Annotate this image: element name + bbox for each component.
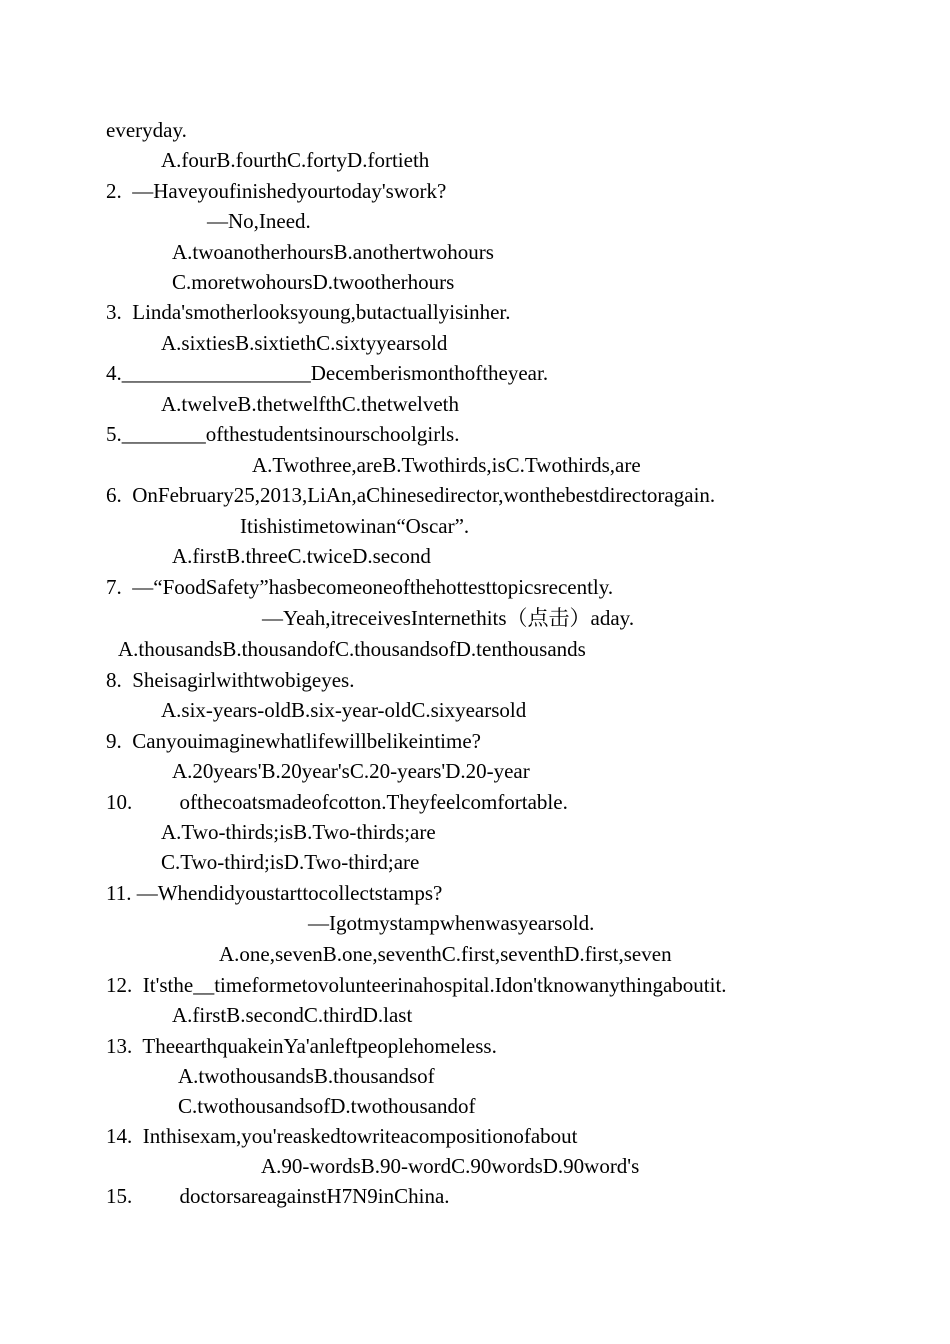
text-line: 11. —Whendidyoustarttocollectstamps? <box>106 881 443 905</box>
text-line: —Igotmystampwhenwasyearsold. <box>308 911 595 935</box>
text-line: A.90-wordsB.90-wordC.90wordsD.90word's <box>261 1154 640 1178</box>
text-line: A.fourB.fourthC.fortyD.fortieth <box>161 148 430 172</box>
text-line: A.firstB.threeC.twiceD.second <box>172 544 431 568</box>
text-line: C.twothousandsofD.twothousandof <box>178 1094 476 1118</box>
text-line: everyday. <box>106 118 187 142</box>
text-line: C.Two-third;isD.Two-third;are <box>161 850 420 874</box>
text-line: 5.________ofthestudentsinourschoolgirls. <box>106 422 460 446</box>
text-line: 12. It'sthe__timeformetovolunteerinahospital.Idon'tknowanythingaboutit. <box>106 973 727 997</box>
text-line: A.Twothree,areB.Twothirds,isC.Twothirds,are <box>252 453 641 477</box>
text-line: 14. Inthisexam,you'reaskedtowriteacompositionofabout <box>106 1124 578 1148</box>
text-line: A.one,sevenB.one,seventhC.first,seventhD.first,seven <box>219 942 672 966</box>
text-line: 6. OnFebruary25,2013,LiAn,aChinesedirector,wonthebestdirectoragain. <box>106 483 716 507</box>
text-line: 15. doctorsareagainstH7N9inChina. <box>106 1184 450 1208</box>
text-line: A.20years'B.20year'sC.20-years'D.20-year <box>172 759 530 783</box>
text-line: Itishistimetowinan“Oscar”. <box>240 514 470 538</box>
text-line: 3. Linda'smotherlooksyoung,butactuallyisinher. <box>106 300 511 324</box>
text-line: A.sixtiesB.sixtiethC.sixtyyearsold <box>161 331 448 355</box>
text-line: A.twothousandsB.thousandsof <box>178 1064 435 1088</box>
text-line: A.twoanotherhoursB.anothertwohours <box>172 240 494 264</box>
text-line: 9. Canyouimaginewhatlifewillbelikeintime? <box>106 729 481 753</box>
text-line: C.moretwohoursD.twootherhours <box>172 270 455 294</box>
text-line: 4.__________________Decemberismonthoftheyear. <box>106 361 549 385</box>
text-line: 8. Sheisagirlwithtwobigeyes. <box>106 668 355 692</box>
text-line: A.firstB.secondC.thirdD.last <box>172 1003 413 1027</box>
text-line: 7. —“FoodSafety”hasbecomeoneofthehottesttopicsrecently. <box>106 575 614 599</box>
text-line: 2. —Haveyoufinishedyourtoday'swork? <box>106 179 447 203</box>
text-line: —No,Ineed. <box>207 209 311 233</box>
text-line: 10. ofthecoatsmadeofcotton.Theyfeelcomfortable. <box>106 790 568 814</box>
text-line: A.twelveB.thetwelfthC.thetwelveth <box>161 392 460 416</box>
text-line: A.six-years-oldB.six-year-oldC.sixyearsold <box>161 698 527 722</box>
text-line: A.Two-thirds;isB.Two-thirds;are <box>161 820 436 844</box>
text-line: A.thousandsB.thousandofC.thousandsofD.tenthousands <box>118 637 586 661</box>
text-line: 13. TheearthquakeinYa'anleftpeoplehomeless. <box>106 1034 497 1058</box>
text-line: —Yeah,itreceivesInternethits（点击）aday. <box>262 606 635 630</box>
